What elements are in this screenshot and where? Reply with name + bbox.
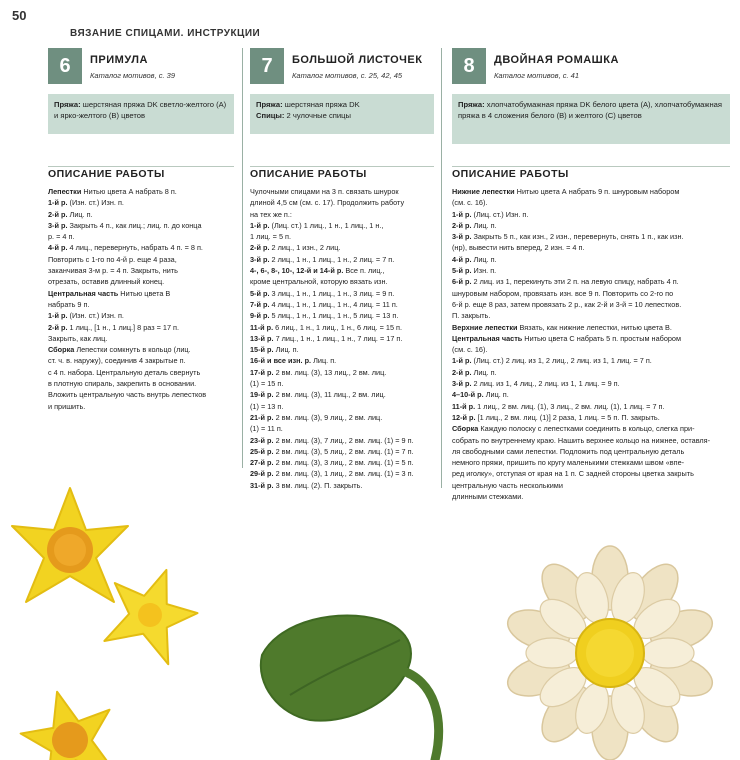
instruction-line: 3-й р. Закрыть 5 п., как изн., 2 изн., перевернуть, снять 1 п., как изн. <box>452 232 684 242</box>
instruction-line: ред иголку», отступая от края на 1 п. С задней стороны цветка закрыть <box>452 469 694 479</box>
instruction-line: в плотную спираль, закрепить в основании. <box>48 379 197 389</box>
instruction-line: (1) = 11 п. <box>250 424 283 434</box>
primula-photo <box>0 470 240 760</box>
instruction-line: 2-й р. Лиц. п. <box>48 209 93 219</box>
instruction-line: Закрыть, как лиц. <box>48 333 108 343</box>
section-rule <box>48 166 234 167</box>
instruction-line: 4-й р. Лиц. п. <box>452 254 497 264</box>
instruction-line: 1-й р. (Изн. ст.) Изн. п. <box>48 311 124 321</box>
instruction-line: 5-й р. Изн. п. <box>452 266 497 276</box>
instruction-line: и пришить. <box>48 401 86 411</box>
instruction-line: 29-й р. 2 вм. лиц. (3), 1 лиц., 2 вм. лиц. (1) = 3 п. <box>250 469 414 479</box>
motif-number: 6 <box>48 48 82 84</box>
instruction-line: немного пряжи, пришить по кругу маленькими стежками швом «впе- <box>452 458 685 468</box>
instruction-line: с 4 п. набора. Центральную деталь свернуть <box>48 367 201 377</box>
instruction-line: Нижние лепестки Нитью цвета А набрать 9 п. шнуровым набором <box>452 187 680 196</box>
motif-catalog: Каталог мотивов, с. 41 <box>494 71 580 80</box>
materials-row: Пряжа: шерстяная пряжа DK <box>256 100 360 109</box>
instruction-line: 25-й р. 2 вм. лиц. (3), 5 лиц., 2 вм. лиц. (1) = 7 п. <box>250 446 414 456</box>
instruction-line: 1 лиц. = 5 п. <box>250 232 292 242</box>
instruction-line: 4-й р. 4 лиц., перевернуть, набрать 4 п. = 8 п. <box>48 243 203 253</box>
instruction-line: Вложить центральную часть внутрь лепестков <box>48 390 207 400</box>
section-title: ОПИСАНИЕ РАБОТЫ <box>250 168 367 180</box>
instruction-line: П. закрыть. <box>452 311 491 321</box>
instruction-line: 16-й и все изн. р. Лиц. п. <box>250 356 337 366</box>
instruction-line: 1-й р. (Изн. ст.) Изн. п. <box>48 198 124 208</box>
primula-flower-small <box>13 680 126 760</box>
instruction-line: Центральная часть Нитью цвета С набрать 5 п. простым набором <box>452 333 682 343</box>
instruction-line: 13-й р. 7 лиц., 1 н., 1 лиц., 1 н., 7 лиц. = 17 п. <box>250 333 403 343</box>
instruction-line: 27-й р. 2 вм. лиц. (3), 3 лиц., 2 вм. лиц. (1) = 5 п. <box>250 458 414 468</box>
instruction-line: (нр), вывести нить вперед, 2 изн. = 4 п. <box>452 243 585 253</box>
instruction-line: 17-й р. 2 вм. лиц. (3), 13 лиц., 2 вм. лиц. <box>250 367 387 377</box>
section-rule <box>250 166 434 167</box>
instruction-line: ст. ч. в. наружу), соединив 4 закрытые п. <box>48 356 186 366</box>
motif-title: ПРИМУЛА <box>90 54 148 66</box>
materials-label: Пряжа: <box>458 100 485 109</box>
instruction-line: 23-й р. 2 вм. лиц. (3), 7 лиц., 2 вм. лиц. (1) = 9 п. <box>250 435 414 445</box>
instruction-line: набрать 9 п. <box>48 299 90 309</box>
instruction-line: 5-й р. 3 лиц., 1 н., 1 лиц., 1 н., 3 лиц. = 9 п. <box>250 288 395 298</box>
instruction-line: 9-й р. 5 лиц., 1 н., 1 лиц., 1 н., 5 лиц. = 13 п. <box>250 311 399 321</box>
instruction-line: кроме центральной, которую вязать изн. <box>250 277 388 287</box>
instruction-line: (см. с. 16). <box>452 198 488 208</box>
instruction-line: длинными стежками. <box>452 492 524 502</box>
primula-flower-large <box>12 488 128 602</box>
instructions-text <box>250 186 438 491</box>
instruction-line: Повторить с 1-го по 4-й р. еще 4 раза, <box>48 254 177 264</box>
section-rule <box>452 166 730 167</box>
materials-text: шерстяная пряжа DK светло-желтого (А) и ярко-желтого (В) цветов <box>54 100 227 120</box>
instruction-line: 11-й р. 6 лиц., 1 н., 1 лиц., 1 н., 6 лиц. = 15 п. <box>250 322 403 332</box>
instruction-line: р. = 4 п. <box>48 232 75 242</box>
instruction-line: 4–10-й р. Лиц. п. <box>452 390 509 400</box>
motif-catalog: Каталог мотивов, с. 39 <box>90 71 176 80</box>
instruction-line: 12-й р. [1 лиц., 2 вм. лиц. (1)] 2 раза, 1 лиц. = 5 п. П. закрыть. <box>452 412 660 422</box>
instruction-line: 3-й р. 2 лиц., 1 н., 1 лиц., 1 н., 2 лиц. = 7 п. <box>250 254 395 264</box>
instruction-line: отрезать, оставив длинный конец. <box>48 277 165 287</box>
double-daisy-photo <box>500 545 730 760</box>
instruction-line: Лепестки Нитью цвета А набрать 8 п. <box>48 187 177 196</box>
instruction-line: 11-й р. 1 лиц., 2 вм. лиц. (1), 3 лиц., 2 вм. лиц. (1), 1 лиц. = 7 п. <box>452 401 665 411</box>
instruction-line: 19-й р. 2 вм. лиц. (3), 11 лиц., 2 вм. лиц. <box>250 390 386 400</box>
instruction-line: 31-й р. 3 вм. лиц. (2). П. закрыть. <box>250 480 363 490</box>
instruction-line: 15-й р. Лиц. п. <box>250 345 299 355</box>
column-divider <box>242 48 243 468</box>
big-leaf-photo <box>250 600 460 760</box>
instruction-line: (1) = 15 п. <box>250 379 284 389</box>
instruction-line: Верхние лепестки Вязать, как нижние лепестки, нитью цвета В. <box>452 322 672 332</box>
motif-number: 8 <box>452 48 486 84</box>
materials-box <box>250 94 434 134</box>
instruction-line: на тех же п.: <box>250 209 292 219</box>
page-number: 50 <box>12 8 27 23</box>
instruction-line: 6-й р. 2 лиц. из 1, перекинуть эти 2 п. на левую спицу, набрать 4 п. <box>452 277 679 287</box>
section-title: ОПИСАНИЕ РАБОТЫ <box>452 168 569 180</box>
instruction-line: 2-й р. 2 лиц., 1 изн., 2 лиц. <box>250 243 341 253</box>
column-divider <box>441 48 442 488</box>
materials-box <box>452 94 730 144</box>
motif-title: БОЛЬШОЙ ЛИСТОЧЕК <box>292 54 423 66</box>
instruction-line: 2-й р. Лиц. п. <box>452 367 497 377</box>
instruction-line: 3-й р. Закрыть 4 п., как лиц.; лиц. п. до конца <box>48 220 202 230</box>
instruction-line: 7-й р. 4 лиц., 1 н., 1 лиц., 1 н., 4 лиц. = 11 п. <box>250 299 398 309</box>
instruction-line: 6-й р. еще 8 раз, затем провязать 2 р., как 2-й и 3-й = 10 лепестков. <box>452 299 682 309</box>
section-title: ОПИСАНИЕ РАБОТЫ <box>48 168 165 180</box>
instruction-line: 3-й р. 2 лиц. из 1, 4 лиц., 2 лиц. из 1, 1 лиц. = 9 п. <box>452 379 620 389</box>
instruction-line: (1) = 13 п. <box>250 401 284 411</box>
materials-box <box>48 94 234 134</box>
instruction-line: собрать по внутреннему краю. Нашить верхнее кольцо на нижнее, оставля- <box>452 435 711 445</box>
instruction-line: 1-й р. (Лиц. ст.) 1 лиц., 1 н., 1 лиц., 1 н., <box>250 220 384 230</box>
instruction-line: (см. с. 16). <box>452 345 488 355</box>
motif-number: 7 <box>250 48 284 84</box>
instruction-line: центральную часть несколькими <box>452 480 563 490</box>
instruction-line: 2-й р. Лиц. п. <box>452 220 497 230</box>
instruction-line: 21-й р. 2 вм. лиц. (3), 9 лиц., 2 вм. лиц. <box>250 412 383 422</box>
instructions-text <box>48 186 238 412</box>
instruction-line: ля свободными сами лепестки. Подложить под центральную деталь <box>452 446 685 456</box>
instruction-line: 4-, 6-, 8-, 10-, 12-й и 14-й р. Все п. лиц., <box>250 266 385 276</box>
motif-title: ДВОЙНАЯ РОМАШКА <box>494 54 619 66</box>
materials-row: Спицы: 2 чулочные спицы <box>256 111 351 120</box>
materials-text: хлопчатобумажная пряжа DK белого цвета (А), хлопчатобумажная пряжа в 4 сложения белого (В) и желтого (С) цветов <box>458 100 723 120</box>
instruction-line: 1-й р. (Лиц. ст.) 2 лиц. из 1, 2 лиц., 2 лиц. из 1, 1 лиц. = 7 п. <box>452 356 652 366</box>
instruction-line: 2-й р. 1 лиц., [1 н., 1 лиц.] 8 раз = 17 п. <box>48 322 180 332</box>
instruction-line: 1-й р. (Лиц. ст.) Изн. п. <box>452 209 529 219</box>
instruction-line: шнуровым набором, провязать изн. все 9 п. Повторить со 2-го по <box>452 288 674 298</box>
instruction-line: Сборка Лепестки сомкнуть в кольцо (лиц. <box>48 345 191 355</box>
instructions-text <box>452 186 737 502</box>
instruction-line: Сборка Каждую полоску с лепестками соединить в кольцо, слегка при- <box>452 424 695 434</box>
materials-label: Пряжа: <box>54 100 81 109</box>
instruction-line: длиной 4,5 см (см. с. 17). Продолжить работу <box>250 198 405 208</box>
motif-catalog: Каталог мотивов, с. 25, 42, 45 <box>292 71 403 80</box>
instruction-line: Центральная часть Нитью цвета В <box>48 288 171 298</box>
instruction-line: Чулочными спицами на 3 п. связать шнурок <box>250 187 399 196</box>
instruction-line: заканчивая 3-м р. = 4 п. Закрыть, нить <box>48 266 178 276</box>
primula-flower-medium <box>95 555 208 668</box>
page-header: ВЯЗАНИЕ СПИЦАМИ. ИНСТРУКЦИИ <box>70 28 261 39</box>
